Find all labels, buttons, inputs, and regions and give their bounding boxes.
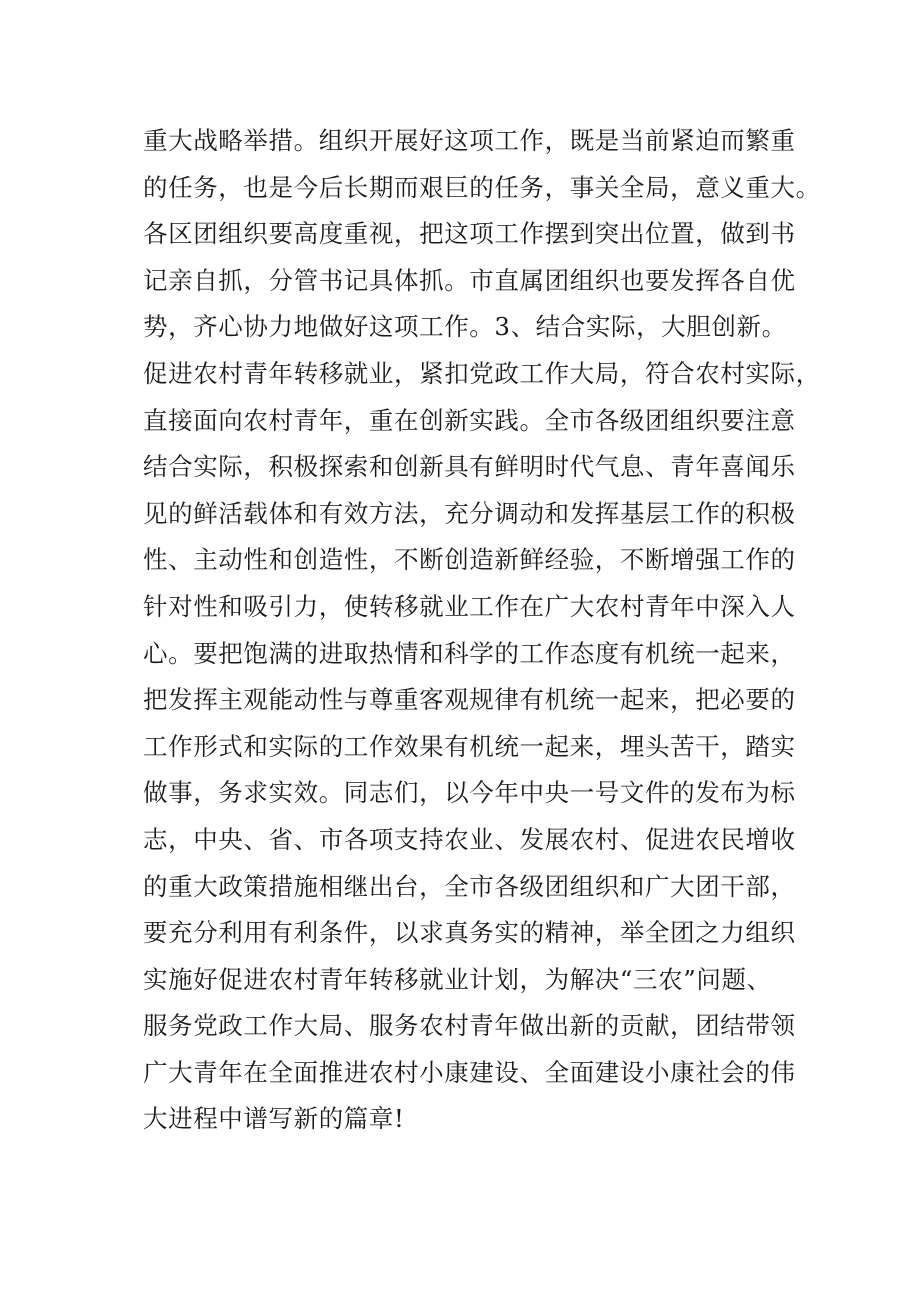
text-line: 结合实际，积极探索和创新具有鲜明时代气息、青年喜闻乐 [143, 452, 796, 482]
text-line: 记亲自抓，分管书记具体抓。市直属团组织也要发挥各自优 [143, 265, 796, 295]
body-text [143, 118, 821, 1143]
text-line: 志，中央、省、市各项支持农业、发展农村、促进农民增收 [143, 824, 796, 854]
text-line: 实施好促进农村青年转移就业计划，为解决“三农”问题、 [143, 964, 772, 994]
text-line: 势，齐心协力地做好这项工作。3、结合实际，大胆创新。 [143, 312, 787, 342]
text-line: 工作形式和实际的工作效果有机统一起来，埋头苦干，踏实 [143, 731, 796, 761]
text-line: 大进程中谱写新的篇章! [143, 1104, 405, 1134]
text-line: 的任务，也是今后长期而艰巨的任务，事关全局，意义重大。 [143, 172, 821, 202]
text-line: 各区团组织要高度重视，把这项工作摆到突出位置，做到书 [143, 219, 796, 249]
text-line: 直接面向农村青年，重在创新实践。全市各级团组织要注意 [143, 405, 796, 435]
text-line: 心。要把饱满的进取热情和科学的工作态度有机统一起来， [143, 638, 796, 668]
text-line: 广大青年在全面推进农村小康建设、全面建设小康社会的伟 [143, 1057, 796, 1087]
text-line: 的重大政策措施相继出台，全市各级团组织和广大团干部， [143, 871, 796, 901]
text-line: 促进农村青年转移就业，紧扣党政工作大局，符合农村实际， [143, 358, 821, 388]
text-line: 针对性和吸引力，使转移就业工作在广大农村青年中深入人 [143, 591, 796, 621]
text-line: 做事，务求实效。同志们，以今年中央一号文件的发布为标 [143, 778, 796, 808]
text-line: 服务党政工作大局、服务农村青年做出新的贡献，团结带领 [143, 1011, 796, 1041]
text-line: 重大战略举措。组织开展好这项工作，既是当前紧迫而繁重 [143, 126, 796, 155]
text-line: 要充分利用有利条件，以求真务实的精神，举全团之力组织 [143, 918, 796, 948]
text-line: 性、主动性和创造性，不断创造新鲜经验，不断增强工作的 [143, 545, 796, 575]
text-line: 把发挥主观能动性与尊重客观规律有机统一起来，把必要的 [143, 685, 796, 715]
text-line: 见的鲜活载体和有效方法，充分调动和发挥基层工作的积极 [143, 498, 796, 528]
